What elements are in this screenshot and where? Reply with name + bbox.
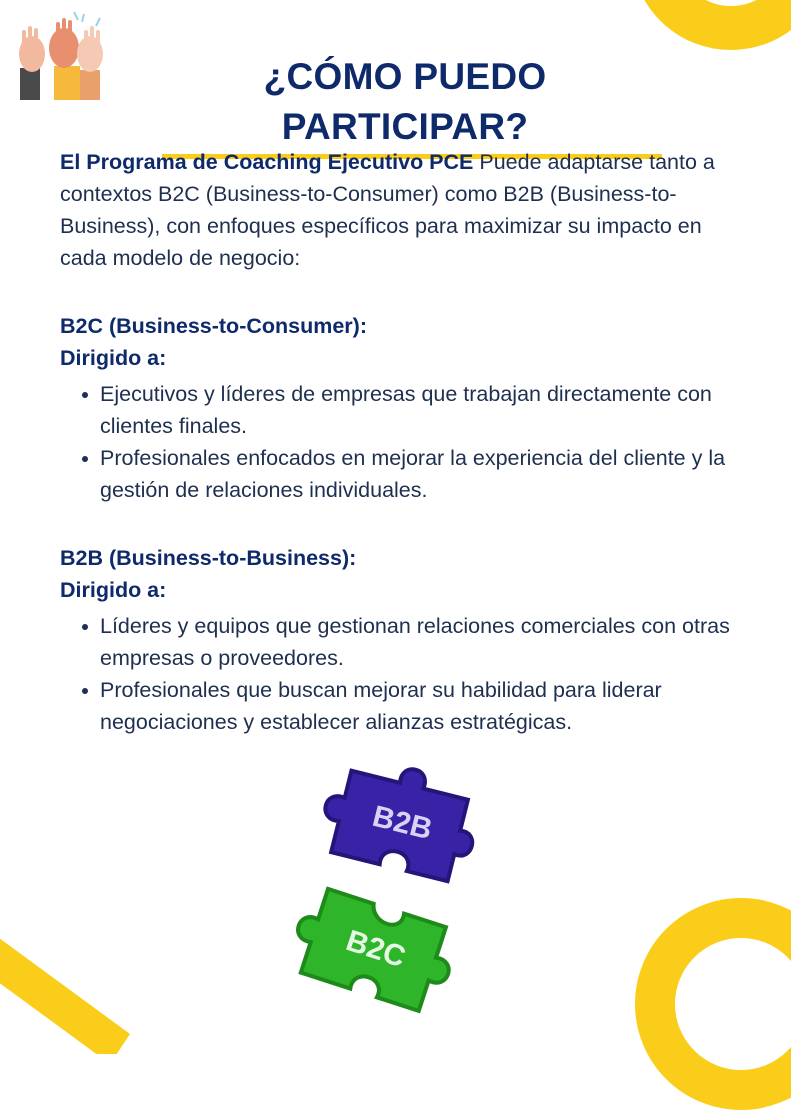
puzzle-piece-b2c-icon: [285, 884, 462, 1016]
page-title: ¿CÓMO PUEDO PARTICIPAR?: [263, 56, 547, 147]
intro-paragraph: [60, 146, 740, 274]
list-item-text: Profesionales que buscan mejorar su habilidad para liderar negociaciones y establecer alianzas estratégicas.: [100, 678, 662, 734]
title-block: [140, 52, 670, 159]
bullet-icon: [82, 688, 88, 694]
intro-text: Puede adaptarse tanto a contextos B2C (Business-to-Consumer) como B2B (Business-to-Business), con enfoques específicos para maximizar su impacto en cada modelo de negocio:: [60, 150, 715, 270]
main-content: [60, 146, 740, 738]
raised-hands-icon: [14, 8, 110, 100]
puzzle-label-b2b: B2B: [369, 799, 436, 847]
yellow-arc-decoration: [631, 0, 791, 50]
section-subheading: Dirigido a:: [60, 578, 167, 602]
puzzle-piece-b2b-icon: [315, 752, 486, 885]
puzzle-pieces-illustration: [262, 752, 532, 1024]
bullet-icon: [82, 392, 88, 398]
bullet-list: [60, 378, 740, 506]
list-item-text: Profesionales enfocados en mejorar la experiencia del cliente y la gestión de relaciones individuales.: [100, 446, 726, 502]
list-item: [60, 442, 740, 506]
yellow-arc-decoration: [631, 894, 791, 1114]
yellow-stripe-decoration: [0, 924, 130, 1054]
bullet-icon: [82, 624, 88, 630]
list-item-text: Ejecutivos y líderes de empresas que trabajan directamente con clientes finales.: [100, 382, 712, 438]
list-item: [60, 610, 740, 674]
list-item: [60, 378, 740, 442]
list-item-text: Líderes y equipos que gestionan relaciones comerciales con otras empresas o proveedores.: [100, 614, 730, 670]
puzzle-label-b2c: B2C: [342, 924, 410, 975]
section-subheading: Dirigido a:: [60, 346, 167, 370]
section-heading: B2B (Business-to-Business):: [60, 546, 357, 570]
section-b2b: [60, 542, 740, 738]
bullet-list: [60, 610, 740, 738]
section-heading: B2C (Business-to-Consumer):: [60, 314, 367, 338]
bullet-icon: [82, 456, 88, 462]
section-b2c: [60, 310, 740, 506]
list-item: [60, 674, 740, 738]
intro-lead: El Programa de Coaching Ejecutivo PCE: [60, 150, 474, 174]
